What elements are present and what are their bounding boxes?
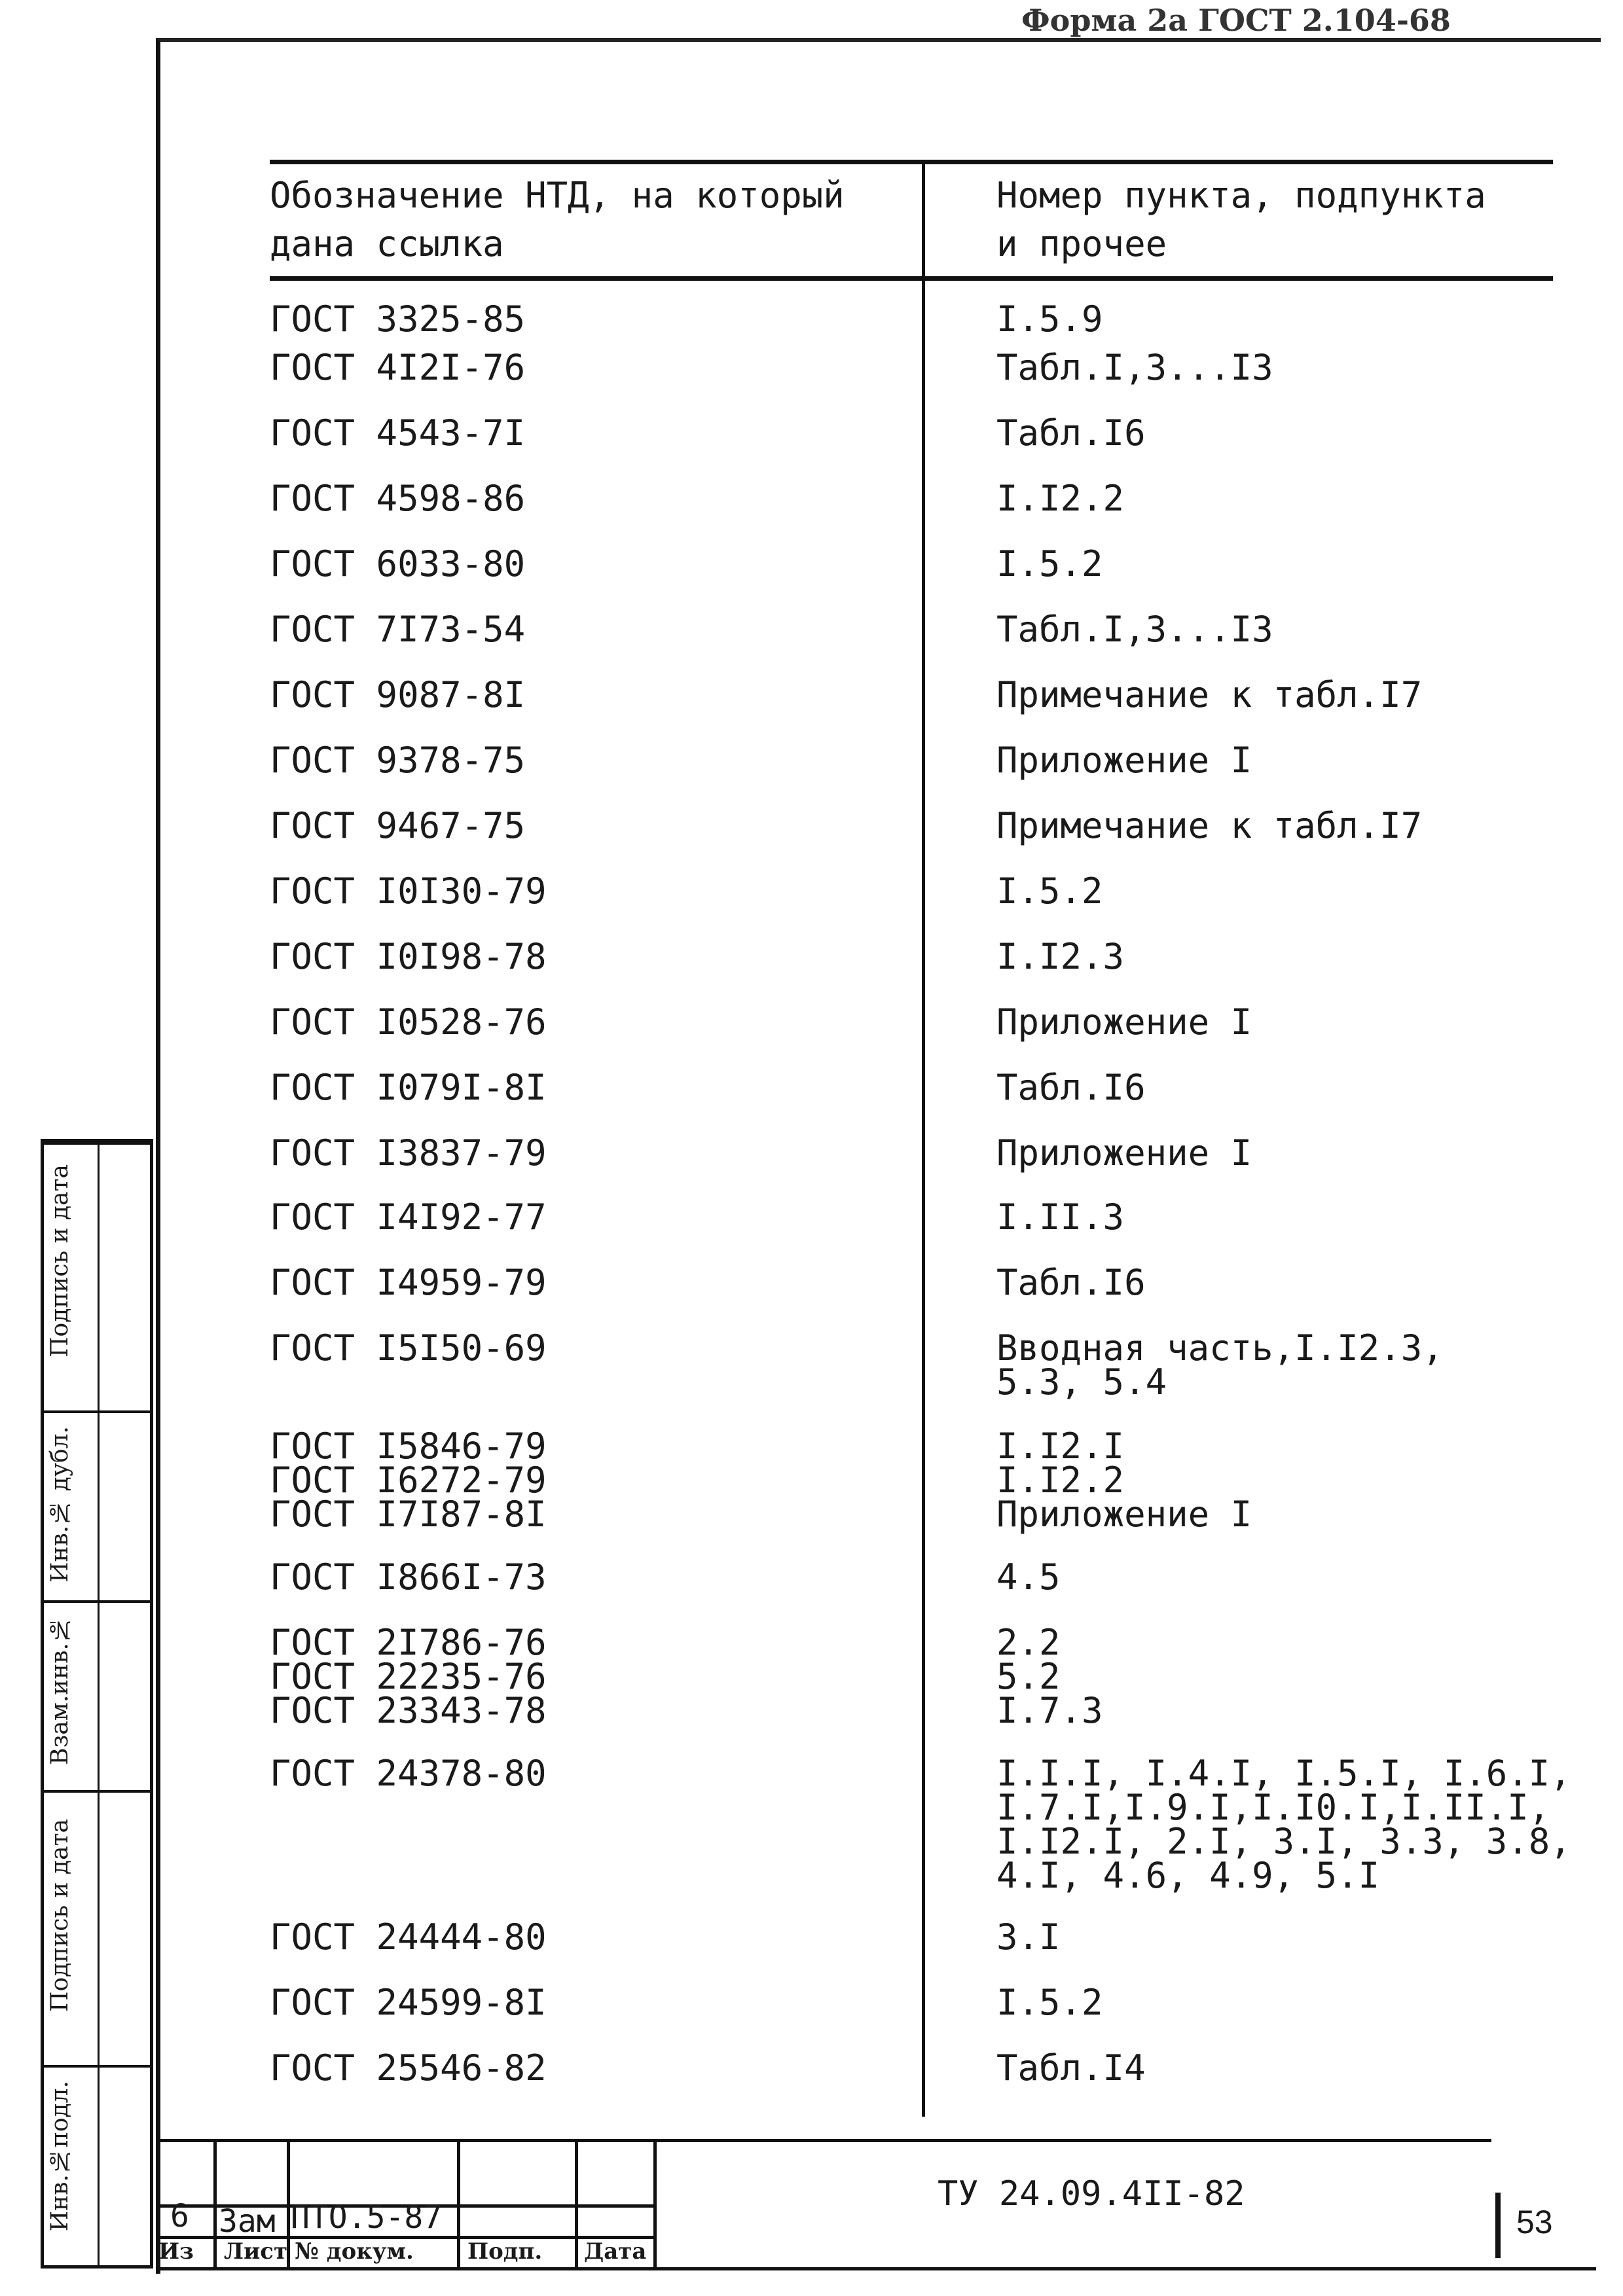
clause-number-line: 4.5 — [996, 1556, 1061, 1598]
form-header: Форма 2а ГОСТ 2.104-68 — [1021, 3, 1451, 38]
stamp-label: Инв.№подл. — [46, 2081, 73, 2232]
ntd-reference-line: ГОСТ I0I98-78 — [270, 936, 547, 977]
ntd-reference-line: ГОСТ I4959-79 — [270, 1262, 547, 1303]
title-block-divider — [575, 2139, 578, 2270]
clause-number — [996, 543, 1103, 584]
ntd-reference-line: ГОСТ 9467-75 — [270, 805, 526, 846]
clause-number — [996, 1132, 1252, 1174]
ntd-reference — [270, 1916, 547, 1958]
ntd-reference — [270, 870, 547, 912]
clause-number-line: Табл.I4 — [996, 2047, 1146, 2089]
clause-number-line: Приложение I — [996, 1494, 1252, 1535]
table-top-rule — [270, 160, 1553, 164]
ntd-reference-line: ГОСТ 7I73-54 — [270, 609, 526, 650]
title-block-rule — [156, 2267, 1596, 2270]
ntd-reference — [270, 1622, 547, 1731]
ntd-reference-line: ГОСТ 4I2I-76 — [270, 347, 526, 388]
ntd-reference — [270, 412, 526, 454]
clause-number-line: 2.2 — [996, 1622, 1061, 1663]
ntd-reference-line: ГОСТ 3325-85 — [270, 298, 526, 340]
clause-number — [996, 1622, 1103, 1731]
clause-number — [996, 805, 1423, 846]
clause-number-line: I.5.2 — [996, 543, 1103, 584]
ntd-reference — [270, 674, 526, 715]
ntd-reference-line: ГОСТ I0I30-79 — [270, 870, 547, 912]
clause-number-line: I.I2.2 — [996, 1460, 1125, 1501]
stamp-cell-sign-date-top — [44, 1142, 150, 1413]
ntd-reference-line: ГОСТ I4I92-77 — [270, 1196, 547, 1238]
ntd-reference — [270, 1753, 547, 1794]
stamp-cell-dup-inv — [44, 1410, 150, 1603]
table-header-rule — [270, 276, 1553, 281]
label-list: Лист — [224, 2238, 288, 2265]
clause-number-line: 3.I — [996, 1916, 1061, 1958]
clause-number-line: Приложение I — [996, 1132, 1252, 1174]
clause-number — [996, 347, 1273, 388]
title-block-divider — [457, 2139, 460, 2270]
ntd-reference — [270, 1001, 547, 1043]
title-block-divider — [653, 2139, 657, 2270]
title-block — [156, 2139, 1596, 2270]
label-doc: № докум. — [295, 2238, 414, 2265]
clause-number — [996, 936, 1125, 977]
ntd-reference-line: ГОСТ 4543-7I — [270, 412, 526, 454]
ntd-reference-line: ГОСТ I0528-76 — [270, 1001, 547, 1043]
ntd-reference-line: ГОСТ 22235-76 — [270, 1656, 547, 1697]
ntd-reference-line: ГОСТ I079I-8I — [270, 1067, 547, 1108]
ntd-reference-line: ГОСТ 4598-86 — [270, 478, 526, 519]
clause-number-line: I.5.2 — [996, 870, 1103, 912]
reference-table — [270, 160, 1571, 2123]
label-date: Дата — [584, 2238, 647, 2265]
ntd-reference — [270, 1067, 547, 1108]
clause-number-line: I.II.3 — [996, 1196, 1125, 1238]
ntd-reference-line: ГОСТ 24378-80 — [270, 1753, 547, 1794]
ntd-reference — [270, 805, 526, 846]
clause-number-line: Приложение I — [996, 740, 1252, 781]
ntd-reference-line: ГОСТ 6033-80 — [270, 543, 526, 584]
clause-number-line: Табл.I6 — [996, 412, 1146, 454]
ntd-reference-line: ГОСТ 25546-82 — [270, 2047, 547, 2089]
clause-number — [996, 298, 1103, 340]
ntd-reference — [270, 1426, 547, 1535]
clause-number-line: Табл.I6 — [996, 1067, 1146, 1108]
ntd-reference — [270, 609, 526, 650]
ntd-reference — [270, 543, 526, 584]
stamp-label: Подпись и дата — [46, 1819, 73, 2012]
change-type: Зам — [219, 2203, 276, 2240]
stamp-label: Взам.инв.№ — [46, 1616, 73, 1765]
clause-number — [996, 674, 1423, 715]
clause-number-line: I.I2.I, 2.I, 3.I, 3.3, 3.8, — [996, 1821, 1571, 1862]
stamp-cell-orig-inv — [44, 2065, 150, 2264]
clause-number-line: I.7.3 — [996, 1690, 1103, 1731]
clause-number-line: I.7.I,I.9.I,I.I0.I,I.II.I, — [996, 1787, 1550, 1828]
ntd-reference-line: ГОСТ I5I50-69 — [270, 1327, 547, 1369]
clause-number-line: I.5.2 — [996, 1982, 1103, 2023]
clause-number-line: 5.2 — [996, 1656, 1061, 1697]
ntd-reference — [270, 1262, 547, 1303]
clause-number-line: I.5.9 — [996, 298, 1103, 340]
ntd-reference-line: ГОСТ 2I786-76 — [270, 1622, 547, 1663]
ntd-reference — [270, 740, 526, 781]
col1-header: Обозначение НТД, на который дана ссылка — [270, 175, 845, 264]
ntd-reference-line: ГОСТ I3837-79 — [270, 1132, 547, 1174]
clause-number — [996, 1001, 1252, 1043]
stamp-cell-sign-date — [44, 1790, 150, 2068]
ntd-reference — [270, 2047, 547, 2089]
page-number: 53 — [1516, 2204, 1553, 2240]
clause-number — [996, 1327, 1444, 1403]
clause-number — [996, 1916, 1061, 1958]
ntd-reference — [270, 1196, 547, 1238]
clause-number — [996, 1982, 1103, 2023]
ntd-reference-line: ГОСТ 9087-8I — [270, 674, 526, 715]
stamp-label: Подпись и дата — [46, 1164, 73, 1357]
ntd-reference — [270, 347, 526, 388]
label-izm: Из — [158, 2238, 194, 2265]
stamp-label: Инв.№ дубл. — [46, 1426, 73, 1583]
clause-number-line: Примечание к табл.I7 — [996, 805, 1423, 846]
clause-number — [996, 609, 1273, 650]
title-block-rule — [156, 2139, 1491, 2142]
clause-number-line: I.I2.2 — [996, 478, 1125, 519]
ntd-reference-line: ГОСТ 23343-78 — [270, 1690, 547, 1731]
ntd-reference-line: ГОСТ I6272-79 — [270, 1460, 547, 1501]
side-stamp — [41, 1139, 153, 2269]
ntd-reference-line: ГОСТ 24444-80 — [270, 1916, 547, 1958]
document-number: ПТО.5-87 — [291, 2199, 443, 2236]
document-code: ТУ 24.09.4II-82 — [938, 2174, 1245, 2214]
clause-number — [996, 1753, 1571, 1896]
ntd-reference-line: ГОСТ I7I87-8I — [270, 1494, 547, 1535]
clause-number — [996, 1196, 1125, 1238]
ntd-reference-line: ГОСТ 9378-75 — [270, 740, 526, 781]
clause-number-line: Приложение I — [996, 1001, 1252, 1043]
ntd-reference — [270, 1327, 547, 1369]
title-block-divider — [213, 2139, 217, 2270]
ntd-reference-line: ГОСТ 24599-8I — [270, 1982, 547, 2023]
clause-number — [996, 870, 1103, 912]
ntd-reference — [270, 936, 547, 977]
clause-number — [996, 1067, 1146, 1108]
label-sign: Подп. — [467, 2238, 543, 2265]
clause-number-line: 5.3, 5.4 — [996, 1361, 1167, 1403]
clause-number-line: 4.I, 4.6, 4.9, 5.I — [996, 1855, 1380, 1896]
clause-number-line: Табл.I6 — [996, 1262, 1146, 1303]
clause-number — [996, 1426, 1252, 1535]
ntd-reference — [270, 298, 526, 340]
clause-number-line: Примечание к табл.I7 — [996, 674, 1423, 715]
clause-number — [996, 412, 1146, 454]
ntd-reference — [270, 1982, 547, 2023]
clause-number-line: I.I2.I — [996, 1426, 1125, 1467]
ntd-reference-line: ГОСТ I866I-73 — [270, 1556, 547, 1598]
ntd-reference-line: ГОСТ I5846-79 — [270, 1426, 547, 1467]
clause-number-line: Вводная часть,I.I2.3, — [996, 1327, 1444, 1369]
clause-number — [996, 740, 1252, 781]
ntd-reference — [270, 478, 526, 519]
clause-number — [996, 1556, 1061, 1598]
col2-header: Номер пункта, подпункта и прочее — [996, 175, 1486, 264]
table-column-divider — [922, 160, 925, 2117]
clause-number-line: I.I2.3 — [996, 936, 1125, 977]
clause-number — [996, 1262, 1146, 1303]
clause-number — [996, 478, 1125, 519]
ntd-reference — [270, 1132, 547, 1174]
stamp-cell-repl-inv — [44, 1600, 150, 1793]
clause-number-line: I.I.I, I.4.I, I.5.I, I.6.I, — [996, 1753, 1571, 1794]
ntd-reference — [270, 1556, 547, 1598]
clause-number — [996, 2047, 1146, 2089]
clause-number-line: Табл.I,3...I3 — [996, 609, 1273, 650]
clause-number-line: Табл.I,3...I3 — [996, 347, 1273, 388]
change-number: 6 — [170, 2198, 189, 2234]
